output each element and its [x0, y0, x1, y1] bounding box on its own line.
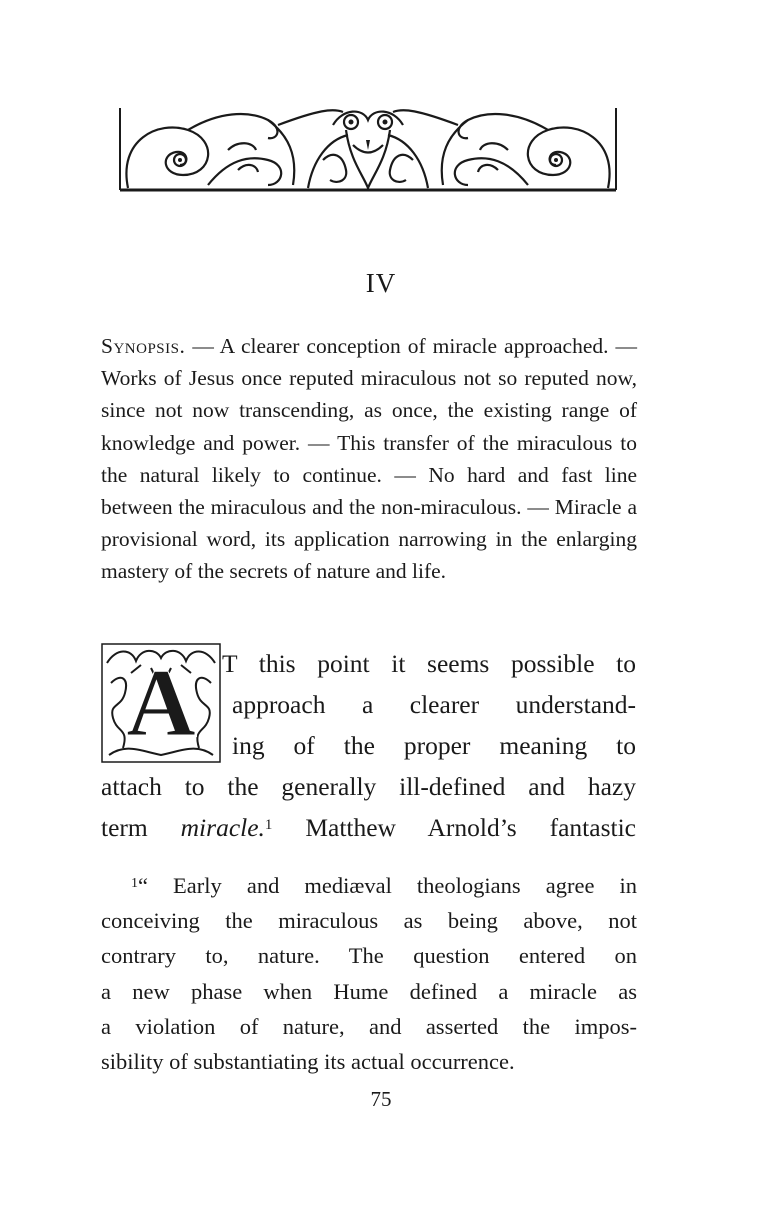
body-line-4: attach to the generally ill-defined and hazy: [101, 772, 636, 801]
body-line-1: T this point it seems possible to: [222, 649, 636, 678]
decorated-initial: [101, 643, 221, 763]
footnote: [101, 868, 637, 1079]
footnote-line-2: conceiving the miraculous as being above, not: [101, 908, 637, 934]
page-number: 75: [370, 1087, 392, 1111]
body-line-5-start: term: [101, 813, 181, 842]
body-line-5: [101, 807, 636, 848]
footnote-line-1-text: “ Early and mediæval theologians agree in: [138, 873, 637, 898]
footnote-line-6: sibility of substantiating its actual occurrence.: [101, 1049, 515, 1075]
footnote-line-3: contrary to, nature. The question entered on: [101, 943, 637, 969]
body-line-3: ing of the proper meaning to: [232, 731, 636, 760]
synopsis-text: — A clearer conception of miracle approached. — Works of Jesus once reputed miraculous not so reputed now, since not now transcending, as once, the existing range of knowledge and power. — This transfer of the miraculous to the natural likely to continue. — No hard and fast line between the miraculous and the non-miraculous. — Miracle a provisional word, its application narrowing in the enlarging mastery of the secrets of nature and life.: [101, 334, 637, 584]
body-line-2: approach a clearer understand-: [232, 690, 636, 719]
footnote-marker: 1: [131, 876, 138, 891]
chapter-number: IV: [365, 268, 397, 298]
footnote-reference: 1: [264, 817, 273, 833]
italic-term: miracle.: [180, 813, 265, 842]
synopsis-label: Synopsis.: [101, 334, 186, 358]
chapter-synopsis: [101, 330, 637, 588]
initial-letter: A: [126, 649, 196, 756]
body-line-5-end: Matthew Arnold’s fantastic: [272, 813, 636, 842]
ornamental-headpiece: [118, 100, 618, 195]
footnote-line-1: [101, 868, 637, 903]
footnote-line-4: a new phase when Hume defined a miracle as: [101, 978, 637, 1004]
footnote-line-5: a violation of nature, and asserted the impos-: [101, 1013, 637, 1039]
